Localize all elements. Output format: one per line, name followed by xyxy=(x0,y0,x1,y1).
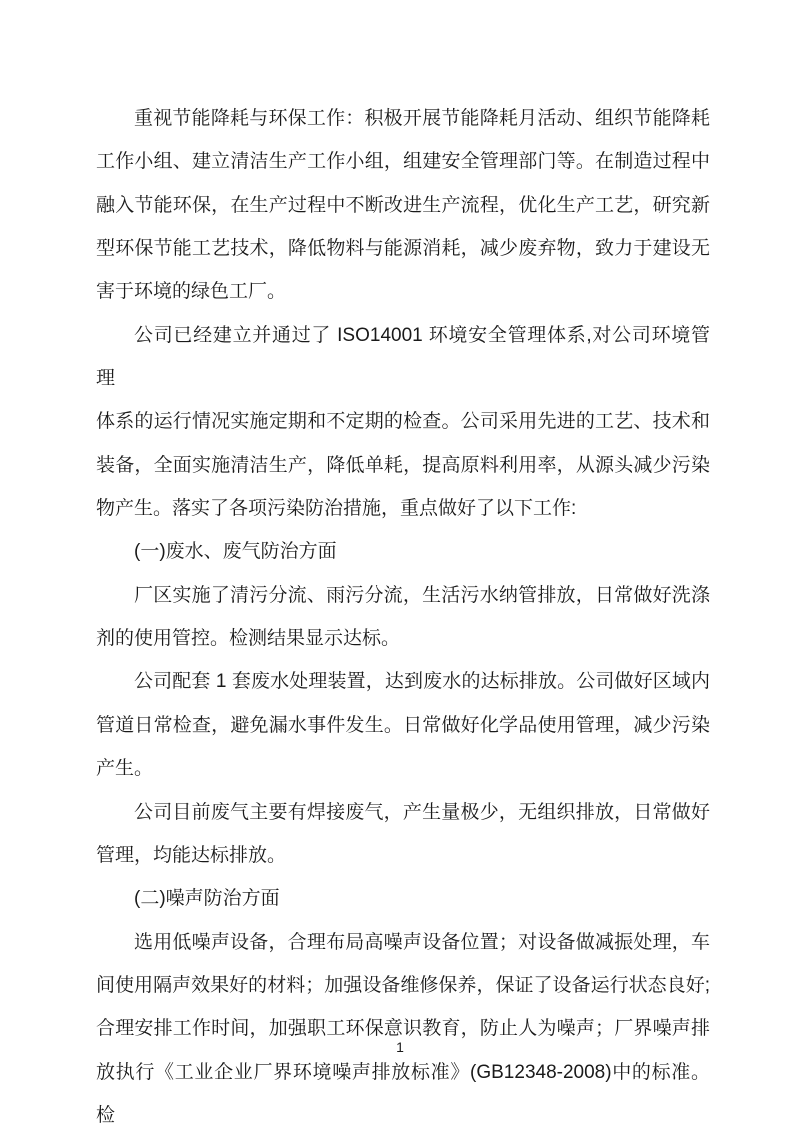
document-body xyxy=(96,97,710,1137)
text-line: 管道日常检查，避免漏水事件发生。日常做好化学品使用管理，减少污染 xyxy=(96,714,710,736)
text-line: 放执行《工业企业厂界环境噪声排放标准》(GB12348-2008)中的标准。检 xyxy=(96,1061,710,1126)
text-line: 装备，全面实施清洁生产，降低单耗，提高原料利用率，从源头减少污染 xyxy=(96,454,710,476)
text-line: 选用低噪声设备，合理布局高噪声设备位置；对设备做减振处理，车 xyxy=(134,931,710,953)
text-line: 公司目前废气主要有焊接废气，产生量极少，无组织排放，日常做好 xyxy=(134,801,710,823)
text-line: 型环保节能工艺技术，降低物料与能源消耗，减少废弃物，致力于建设无 xyxy=(96,238,710,260)
page-number: 1 xyxy=(396,1039,404,1055)
paragraph xyxy=(96,574,710,661)
text-line: 合理安排工作时间，加强职工环保意识教育，防止人为噪声；厂界噪声排 xyxy=(96,1018,710,1040)
text-line: 公司配套 1 套废水处理装置，达到废水的达标排放。公司做好区域内 xyxy=(134,671,710,693)
text-line: 物产生。落实了各项污染防治措施，重点做好了以下工作: xyxy=(96,498,577,520)
text-line: 管理，均能达标排放。 xyxy=(96,844,287,866)
text-line: 害于环境的绿色工厂。 xyxy=(96,281,287,303)
text-line: (一)废水、废气防治方面 xyxy=(134,541,337,563)
paragraph xyxy=(96,97,710,314)
paragraph xyxy=(96,660,710,790)
page-footer xyxy=(0,1036,800,1058)
text-line: (二)噪声防治方面 xyxy=(134,888,280,910)
text-line: 公司已经建立并通过了 ISO14001 环境安全管理体系,对公司环境管理 xyxy=(96,324,710,390)
text-line: 剂的使用管控。检测结果显示达标。 xyxy=(96,628,401,650)
text-line: 工作小组、建立清洁生产工作小组，组建安全管理部门等。在制造过程中 xyxy=(96,151,710,173)
text-line: 重视节能降耗与环保工作：积极开展节能降耗月活动、组织节能降耗 xyxy=(134,108,710,129)
section-heading xyxy=(96,877,710,920)
text-line: 间使用隔声效果好的材料；加强设备维修保养，保证了设备运行状态良好; xyxy=(96,974,710,996)
section-heading xyxy=(96,530,710,573)
text-line: 融入节能环保，在生产过程中不断改进生产流程，优化生产工艺，研究新 xyxy=(96,194,710,216)
paragraph xyxy=(96,921,710,1138)
text-line: 厂区实施了清污分流、雨污分流，生活污水纳管排放，日常做好洗涤 xyxy=(134,584,710,606)
text-line: 体系的运行情况实施定期和不定期的检查。公司采用先进的工艺、技术和 xyxy=(96,411,710,433)
text-line: 产生。 xyxy=(96,758,154,780)
paragraph xyxy=(96,791,710,878)
paragraph xyxy=(96,314,710,531)
